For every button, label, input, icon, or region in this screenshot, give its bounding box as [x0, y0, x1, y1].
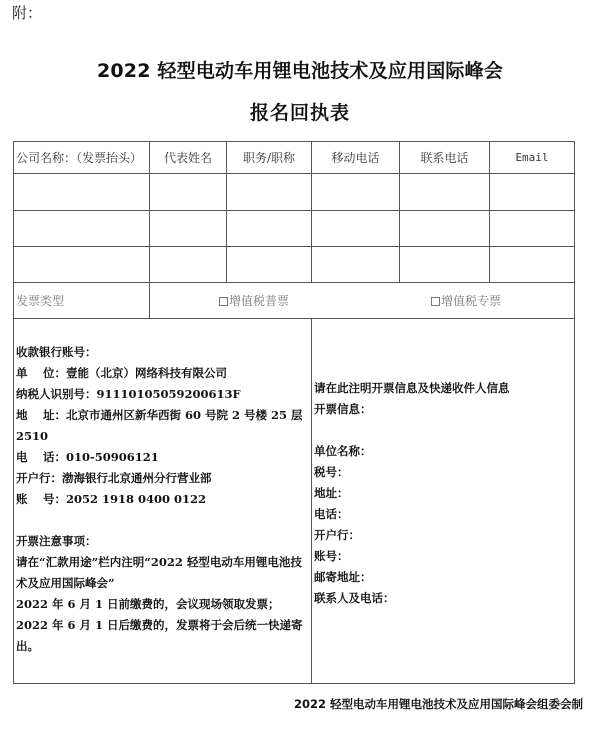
mobile-input-cell[interactable]: [312, 174, 399, 210]
recipient-info-subheading: 开票信息：: [314, 402, 372, 416]
company-input-cell[interactable]: [14, 174, 149, 210]
footer-organizer: 2022 轻型电动车用锂电池技术及应用国际峰会组委会制: [293, 697, 583, 711]
invoice-notes-heading: 开票注意事项：: [16, 534, 97, 548]
invoice-notes-line: 2022 年 6 月 1 日前缴费的，会议现场领取发票；: [16, 597, 280, 611]
position-input-cell[interactable]: [227, 174, 311, 210]
bank-info-phone: 电 话：010-50906121: [16, 450, 159, 464]
position-input-cell[interactable]: [227, 211, 311, 246]
position-input-cell[interactable]: [227, 247, 311, 282]
phone-input-cell[interactable]: [400, 247, 489, 282]
bank-info-company: 单 位：壹能（北京）网络科技有限公司: [16, 366, 228, 380]
field-unit-name[interactable]: 单位名称：: [314, 444, 372, 458]
bank-info-tax-id: 纳税人识别号：91110105059200613F: [16, 387, 241, 401]
appendix-label: 附：: [12, 4, 43, 22]
column-header-phone: 联系电话: [420, 151, 469, 165]
page-title: 2022 轻型电动车用锂电池技术及应用国际峰会: [96, 60, 504, 82]
recipient-info-section: [314, 378, 572, 609]
field-phone[interactable]: 电话：: [314, 507, 349, 521]
invoice-notes-line: 2022 年 6 月 1 日后缴费的，发票将于会后统一快递寄出。: [16, 618, 303, 653]
recipient-info-heading: 请在此注明开票信息及快递收件人信息: [314, 381, 510, 395]
company-input-cell[interactable]: [14, 247, 149, 282]
invoice-option-special[interactable]: [431, 283, 501, 319]
field-bank[interactable]: 开户行：: [314, 528, 360, 542]
invoice-notes-line: 请在“汇款用途”栏内注明“2022 轻型电动车用锂电池技术及应用国际峰会”: [16, 555, 302, 590]
phone-input-cell[interactable]: [400, 174, 489, 210]
email-input-cell[interactable]: [490, 211, 574, 246]
representative-input-cell[interactable]: [150, 211, 226, 246]
field-contact[interactable]: 联系人及电话：: [314, 591, 395, 605]
column-header-email: Email: [515, 151, 549, 164]
section-divider: [311, 319, 312, 684]
representative-input-cell[interactable]: [150, 247, 226, 282]
registration-form-table: [13, 141, 575, 684]
field-tax-number[interactable]: 税号：: [314, 465, 349, 479]
invoice-option-general-label: 增值税普票: [229, 294, 290, 308]
invoice-option-general[interactable]: [219, 283, 289, 319]
checkbox-icon[interactable]: [431, 297, 440, 306]
bank-info-bank: 开户行：渤海银行北京通州分行营业部: [16, 471, 212, 485]
invoice-option-special-label: 增值税专票: [441, 294, 502, 308]
bank-info-address: 地 址：北京市通州区新华西街 60 号院 2 号楼 25 层 2510: [16, 408, 303, 443]
company-input-cell[interactable]: [14, 211, 149, 246]
mobile-input-cell[interactable]: [312, 211, 399, 246]
page-subtitle: 报名回执表: [249, 102, 350, 124]
field-mailing-address[interactable]: 邮寄地址：: [314, 570, 372, 584]
field-account[interactable]: 账号：: [314, 549, 349, 563]
email-input-cell[interactable]: [490, 174, 574, 210]
spacer: [314, 420, 572, 441]
spacer: [16, 510, 310, 531]
field-address[interactable]: 地址：: [314, 486, 349, 500]
bank-info-section: [16, 342, 310, 657]
invoice-type-label: 发票类型: [16, 294, 65, 308]
bank-info-account: 账 号：2052 1918 0400 0122: [16, 492, 207, 506]
checkbox-icon[interactable]: [219, 297, 228, 306]
column-header-mobile: 移动电话: [331, 151, 380, 165]
representative-input-cell[interactable]: [150, 174, 226, 210]
email-input-cell[interactable]: [490, 247, 574, 282]
column-header-representative: 代表姓名: [163, 151, 212, 165]
column-header-company: 公司名称：（发票抬头）: [16, 151, 143, 165]
column-header-position: 职务/职称: [242, 151, 296, 165]
bank-info-heading: 收款银行账号：: [16, 345, 97, 359]
mobile-input-cell[interactable]: [312, 247, 399, 282]
phone-input-cell[interactable]: [400, 211, 489, 246]
